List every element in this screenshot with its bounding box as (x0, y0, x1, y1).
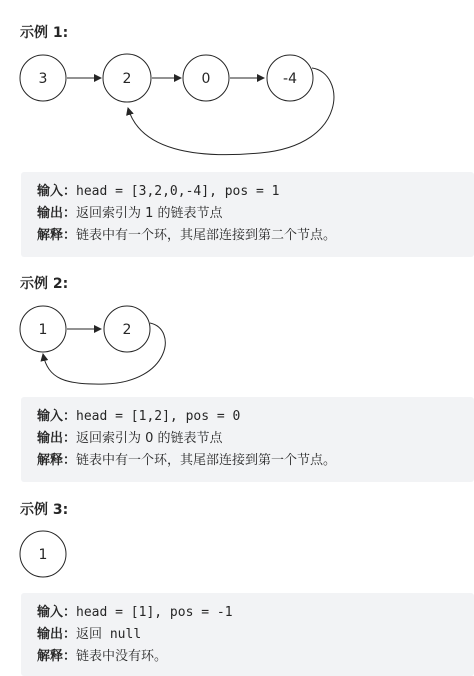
output-line (37, 428, 474, 450)
node-value: 3 (38, 71, 48, 87)
list-node (20, 531, 66, 577)
explanation-label: 解释： (37, 453, 77, 468)
output-label: 输出： (37, 627, 77, 642)
explanation-line (37, 225, 474, 247)
list-node (103, 54, 151, 102)
input-value: head = [1], pos = -1 (76, 605, 233, 620)
output-label: 输出： (37, 206, 77, 221)
node-value: 0 (201, 71, 211, 87)
example-2-title: 示例 2: (20, 276, 69, 292)
node-value: 1 (38, 547, 48, 563)
example-1-linked-list-diagram (0, 50, 474, 162)
input-line (37, 406, 474, 428)
list-node (20, 306, 66, 352)
example-2-io-block (21, 397, 474, 482)
output-line (37, 624, 474, 646)
node-value: 1 (38, 322, 48, 338)
input-line (37, 181, 474, 203)
explanation-line (37, 450, 474, 472)
list-node (20, 55, 66, 101)
explanation-value: 链表中有一个环，其尾部连接到第一个节点。 (76, 453, 337, 468)
example-3-title: 示例 3: (20, 502, 69, 518)
example-3-io-block (21, 593, 474, 676)
explanation-label: 解释： (37, 228, 77, 243)
example-1-title: 示例 1: (20, 25, 69, 41)
node-value: 2 (122, 322, 132, 338)
example-3-linked-list-diagram (0, 528, 474, 584)
node-value: 2 (122, 71, 132, 87)
example-1-io-block (21, 172, 474, 257)
output-line (37, 203, 474, 225)
input-line (37, 602, 474, 624)
input-value: head = [1,2], pos = 0 (76, 409, 241, 424)
example-2-linked-list-diagram (0, 304, 474, 388)
input-label: 输入： (37, 605, 77, 620)
output-value: 返回索引为 0 的链表节点 (76, 431, 223, 446)
list-node (104, 306, 150, 352)
output-label: 输出： (37, 431, 77, 446)
explanation-line (37, 646, 474, 668)
output-value: 返回 null (76, 627, 142, 642)
list-node (267, 55, 313, 101)
output-value: 返回索引为 1 的链表节点 (76, 206, 223, 221)
explanation-value: 链表中有一个环，其尾部连接到第二个节点。 (76, 228, 337, 243)
input-label: 输入： (37, 184, 77, 199)
explanation-value: 链表中没有环。 (76, 649, 168, 664)
node-value: -4 (283, 71, 297, 87)
explanation-label: 解释： (37, 649, 77, 664)
input-value: head = [3,2,0,-4], pos = 1 (76, 184, 280, 199)
input-label: 输入： (37, 409, 77, 424)
list-node (183, 55, 229, 101)
